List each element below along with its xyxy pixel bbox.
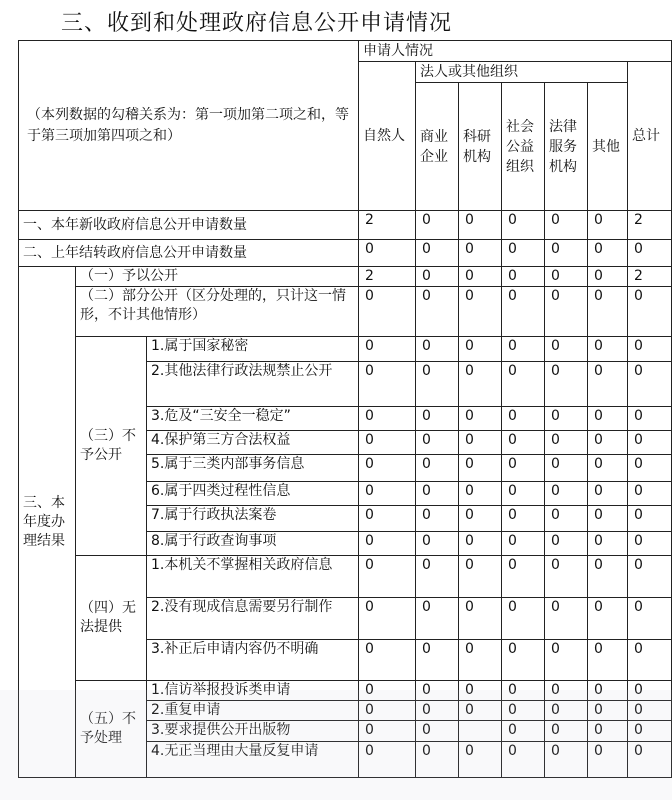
cell-value: 0 <box>545 556 588 598</box>
cell-value: 0 <box>545 362 588 407</box>
row-label: 二、上年结转政府信息公开申请数量 <box>19 240 359 267</box>
header-legal-person: 法人或其他组织 <box>416 62 628 83</box>
cell-value: 0 <box>588 742 628 778</box>
cell-value: 0 <box>459 532 502 556</box>
cell-value: 0 <box>502 506 545 532</box>
row-label: 6.属于四类过程性信息 <box>147 482 359 506</box>
cell-value: 0 <box>545 337 588 362</box>
row-label: 1.本机关不掌握相关政府信息 <box>147 556 359 598</box>
cell-value: 0 <box>628 640 672 681</box>
cell-value: 0 <box>588 211 628 240</box>
cell-value: 0 <box>502 556 545 598</box>
row-label: 2.重复申请 <box>147 701 359 721</box>
cell-value: 0 <box>459 681 502 701</box>
cell-value: 0 <box>588 482 628 506</box>
header-col-business: 商业企业 <box>416 83 459 211</box>
cell-value: 2 <box>628 211 672 240</box>
statistics-table <box>18 40 672 778</box>
row-label: 2.没有现成信息需要另行制作 <box>147 598 359 640</box>
cell-value: 0 <box>545 721 588 742</box>
cell-value: 0 <box>502 681 545 701</box>
table-row <box>19 287 672 337</box>
cell-value: 0 <box>545 267 588 287</box>
cell-value: 0 <box>588 701 628 721</box>
cell-value: 0 <box>416 267 459 287</box>
cell-value: 0 <box>545 681 588 701</box>
cell-value: 0 <box>545 482 588 506</box>
table-container <box>18 40 672 800</box>
cell-value: 0 <box>588 362 628 407</box>
header-col-natural-person: 自然人 <box>359 62 416 211</box>
row-label: 4.保护第三方合法权益 <box>147 431 359 455</box>
cell-value: 0 <box>628 287 672 337</box>
cell-value: 0 <box>545 407 588 431</box>
cell-value: 0 <box>359 455 416 482</box>
cell-value: 0 <box>545 240 588 267</box>
cell-value: 0 <box>459 556 502 598</box>
cell-value: 0 <box>359 431 416 455</box>
cell-value: 0 <box>502 431 545 455</box>
cell-value: 2 <box>359 211 416 240</box>
cell-value: 0 <box>628 598 672 640</box>
cell-value: 0 <box>459 482 502 506</box>
cell-value: 0 <box>628 337 672 362</box>
cell-value: 0 <box>628 556 672 598</box>
cell-value: 0 <box>416 362 459 407</box>
cell-value: 0 <box>459 267 502 287</box>
cell-value: 0 <box>628 431 672 455</box>
cell-value: 0 <box>628 721 672 742</box>
row-label: 1.信访举报投诉类申请 <box>147 681 359 701</box>
cell-value: 0 <box>459 407 502 431</box>
cell-value: 0 <box>359 287 416 337</box>
row-label: 8.属于行政查询事项 <box>147 532 359 556</box>
cell-value: 0 <box>588 556 628 598</box>
cell-value: 0 <box>628 455 672 482</box>
cell-value: 0 <box>545 431 588 455</box>
unable-group-label: （四）无法提供 <box>76 556 147 681</box>
cell-value: 0 <box>588 532 628 556</box>
cell-value: 0 <box>416 337 459 362</box>
cell-value: 0 <box>359 506 416 532</box>
row-label: 4.无正当理由大量反复申请 <box>147 742 359 778</box>
cell-value: 0 <box>545 455 588 482</box>
cell-value: 0 <box>416 287 459 337</box>
cell-value: 0 <box>459 431 502 455</box>
cell-value <box>459 721 502 742</box>
cell-value: 0 <box>416 482 459 506</box>
cell-value: 0 <box>459 506 502 532</box>
cell-value: 0 <box>628 362 672 407</box>
cell-value: 0 <box>588 267 628 287</box>
cell-value: 0 <box>502 337 545 362</box>
cell-value: 0 <box>628 532 672 556</box>
cell-value: 0 <box>416 721 459 742</box>
row-label: （一）予以公开 <box>76 267 359 287</box>
cell-value: 0 <box>359 482 416 506</box>
cell-value: 0 <box>459 337 502 362</box>
cell-value: 0 <box>502 407 545 431</box>
cell-value: 0 <box>359 556 416 598</box>
cell-value: 0 <box>359 362 416 407</box>
cell-value: 0 <box>628 681 672 701</box>
cell-value: 0 <box>502 532 545 556</box>
cell-value: 0 <box>545 287 588 337</box>
cell-value: 0 <box>502 287 545 337</box>
cell-value: 0 <box>628 482 672 506</box>
cell-value: 0 <box>359 640 416 681</box>
header-col-other: 其他 <box>588 83 628 211</box>
section3-label: 三、本年度办理结果 <box>19 267 76 778</box>
cell-value: 0 <box>588 287 628 337</box>
deny-group-label: （三）不予公开 <box>76 337 147 556</box>
table-row <box>19 556 672 598</box>
header-col-total: 总计 <box>628 62 672 211</box>
cell-value: 0 <box>459 742 502 778</box>
cell-value: 0 <box>459 211 502 240</box>
cell-value: 0 <box>416 211 459 240</box>
cell-value: 0 <box>459 287 502 337</box>
cell-value: 0 <box>628 742 672 778</box>
cell-value: 0 <box>628 701 672 721</box>
cell-value: 0 <box>359 681 416 701</box>
cell-value: 0 <box>459 598 502 640</box>
cell-value: 0 <box>502 640 545 681</box>
table-row <box>19 240 672 267</box>
row-label: 3.补正后申请内容仍不明确 <box>147 640 359 681</box>
header-note: （本列数据的勾稽关系为：第一项加第二项之和，等于第三项加第四项之和） <box>19 41 359 211</box>
cell-value: 0 <box>502 362 545 407</box>
row-label: 7.属于行政执法案卷 <box>147 506 359 532</box>
cell-value: 0 <box>416 506 459 532</box>
cell-value: 0 <box>628 240 672 267</box>
cell-value: 0 <box>502 267 545 287</box>
cell-value: 0 <box>359 337 416 362</box>
cell-value: 0 <box>459 455 502 482</box>
table-row <box>19 211 672 240</box>
cell-value: 0 <box>545 701 588 721</box>
cell-value: 0 <box>588 455 628 482</box>
cell-value: 0 <box>588 721 628 742</box>
cell-value: 0 <box>416 455 459 482</box>
table-row <box>19 337 672 362</box>
cell-value: 0 <box>545 640 588 681</box>
cell-value: 0 <box>416 640 459 681</box>
cell-value: 0 <box>545 506 588 532</box>
cell-value: 0 <box>588 506 628 532</box>
cell-value: 0 <box>588 240 628 267</box>
cell-value: 2 <box>359 267 416 287</box>
cell-value: 0 <box>545 598 588 640</box>
cell-value: 0 <box>359 407 416 431</box>
cell-value: 0 <box>459 701 502 721</box>
cell-value: 0 <box>545 532 588 556</box>
row-label: 5.属于三类内部事务信息 <box>147 455 359 482</box>
cell-value: 0 <box>359 742 416 778</box>
table-row <box>19 681 672 701</box>
nohandle-group-label: （五）不予处理 <box>76 681 147 778</box>
cell-value: 0 <box>502 455 545 482</box>
cell-value: 0 <box>416 556 459 598</box>
cell-value: 0 <box>545 742 588 778</box>
cell-value: 0 <box>359 701 416 721</box>
cell-value: 0 <box>416 681 459 701</box>
row-label: 3.要求提供公开出版物 <box>147 721 359 742</box>
cell-value: 0 <box>416 532 459 556</box>
cell-value: 0 <box>628 407 672 431</box>
row-label: 2.其他法律行政法规禁止公开 <box>147 362 359 407</box>
header-col-legal-service: 法律服务机构 <box>545 83 588 211</box>
header-col-public-welfare: 社会公益组织 <box>502 83 545 211</box>
section-title: 三、收到和处理政府信息公开申请情况 <box>61 11 453 36</box>
cell-value: 0 <box>459 640 502 681</box>
header-applicant-info: 申请人情况 <box>359 41 672 62</box>
cell-value: 0 <box>416 742 459 778</box>
cell-value: 0 <box>588 598 628 640</box>
cell-value: 0 <box>502 482 545 506</box>
cell-value: 0 <box>502 742 545 778</box>
row-label: 一、本年新收政府信息公开申请数量 <box>19 211 359 240</box>
cell-value: 0 <box>359 598 416 640</box>
cell-value: 0 <box>588 681 628 701</box>
cell-value: 0 <box>359 240 416 267</box>
cell-value: 0 <box>359 532 416 556</box>
cell-value: 0 <box>359 721 416 742</box>
cell-value: 0 <box>588 337 628 362</box>
row-label: （二）部分公开（区分处理的，只计这一情形，不计其他情形） <box>76 287 359 337</box>
cell-value: 0 <box>416 701 459 721</box>
header-col-research: 科研机构 <box>459 83 502 211</box>
cell-value: 0 <box>502 598 545 640</box>
cell-value: 0 <box>416 407 459 431</box>
cell-value: 0 <box>588 640 628 681</box>
row-label: 1.属于国家秘密 <box>147 337 359 362</box>
cell-value: 0 <box>545 211 588 240</box>
cell-value: 0 <box>416 240 459 267</box>
cell-value: 0 <box>416 431 459 455</box>
cell-value: 0 <box>502 211 545 240</box>
cell-value: 0 <box>502 721 545 742</box>
cell-value: 2 <box>628 267 672 287</box>
cell-value: 0 <box>588 407 628 431</box>
cell-value: 0 <box>588 431 628 455</box>
row-label: 3.危及“三安全一稳定” <box>147 407 359 431</box>
cell-value: 0 <box>459 240 502 267</box>
cell-value: 0 <box>502 701 545 721</box>
cell-value: 0 <box>416 598 459 640</box>
cell-value: 0 <box>459 362 502 407</box>
cell-value: 0 <box>502 240 545 267</box>
cell-value: 0 <box>628 506 672 532</box>
table-row <box>19 267 672 287</box>
